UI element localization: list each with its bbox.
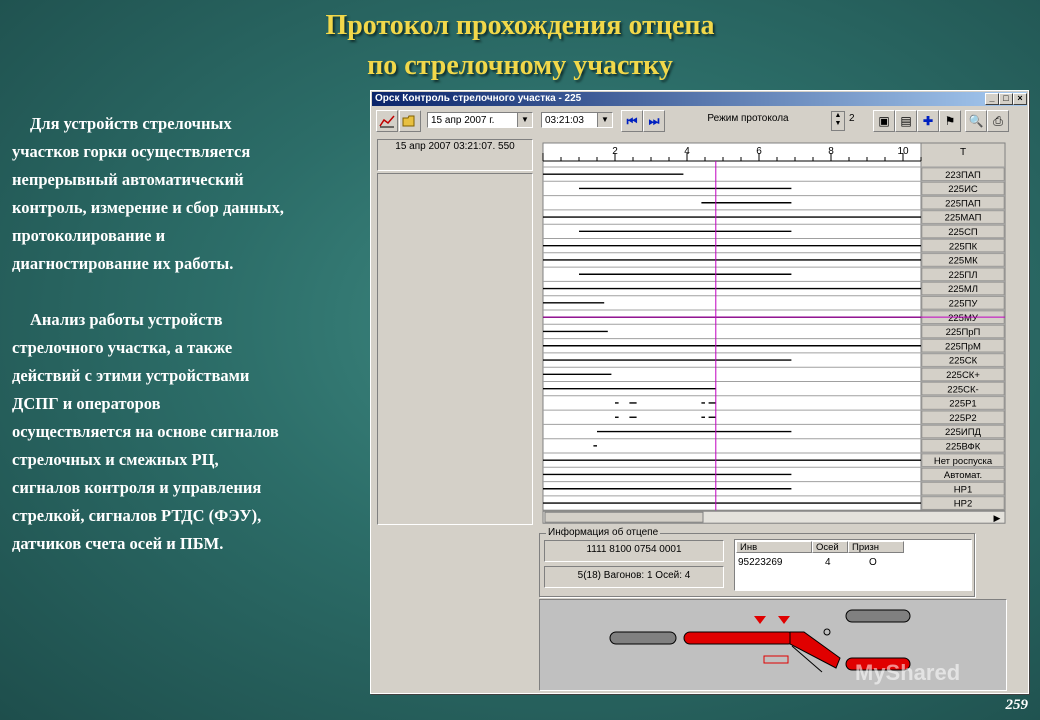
minimize-button[interactable]: _ xyxy=(985,93,999,105)
table-cell-sign: O xyxy=(869,557,877,568)
window-title: Орск Контроль стрелочного участка - 225 xyxy=(375,93,582,104)
print-icon: ⎙ xyxy=(993,114,1003,128)
mode-label: Режим протокола xyxy=(707,113,789,124)
close-button[interactable]: × xyxy=(1013,93,1027,105)
track-section-free xyxy=(610,632,676,644)
paragraph-line: осуществляется на основе сигналов xyxy=(12,422,279,441)
x-tick-label: 6 xyxy=(756,146,762,157)
chevron-down-icon: ▼ xyxy=(597,113,612,127)
scrollbar-thumb xyxy=(545,512,703,522)
description-paragraph-1 xyxy=(12,110,362,278)
time-value: 03:21:03 xyxy=(545,115,584,126)
chevron-down-icon: ▼ xyxy=(517,113,532,127)
retarder-marker xyxy=(764,656,788,663)
column-header-axles[interactable]: Осей xyxy=(812,541,848,553)
find-icon: ⚑ xyxy=(944,114,956,128)
row-label: 225СК xyxy=(948,355,978,367)
axle-table xyxy=(734,539,972,591)
signal-triangle-icon xyxy=(778,616,790,624)
row-label: 225ПЛ xyxy=(948,269,978,281)
save-icon: ▣ xyxy=(878,114,890,128)
row-label: 225Р2 xyxy=(949,412,977,424)
row-label: 225ИС xyxy=(948,184,978,196)
row-label: НР1 xyxy=(953,484,973,496)
paragraph-line: участков горки осуществляется xyxy=(12,142,251,161)
row-label: 225ПУ xyxy=(948,298,978,310)
row-label: 225СК+ xyxy=(946,370,980,381)
row-label: НР2 xyxy=(953,498,973,510)
cut-code-value: 1111 8100 0754 0001 xyxy=(586,544,682,555)
x-tick-label: 2 xyxy=(612,146,618,157)
x-tick-label: 4 xyxy=(684,146,690,157)
date-value: 15 апр 2007 г. xyxy=(431,115,495,126)
track-section-occupied xyxy=(684,632,794,644)
scroll-right-icon: ▶ xyxy=(993,513,1001,524)
paragraph-line: Для устройств стрелочных xyxy=(30,114,232,133)
maximize-button[interactable]: □ xyxy=(999,93,1013,105)
paragraph-line: стрелочного участка, а также xyxy=(12,338,233,357)
paragraph-line: ДСПГ и операторов xyxy=(12,394,161,413)
paragraph-line: стрелочных и смежных РЦ, xyxy=(12,450,219,469)
paragraph-line: протоколирование и xyxy=(12,226,166,245)
paragraph-line: сигналов контроля и управления xyxy=(12,478,262,497)
skip-forward-icon: ⏭ xyxy=(648,114,660,128)
row-label: Автомат. xyxy=(943,470,983,482)
page-number: 259 xyxy=(1005,697,1028,713)
cut-summary-value: 5(18) Вагонов: 1 Осей: 4 xyxy=(577,570,691,581)
spinner-value: 2 xyxy=(849,113,855,124)
description-paragraph-2 xyxy=(12,306,362,558)
x-tick-label: 8 xyxy=(828,146,834,157)
mode-spinner[interactable]: ▲ ▼ xyxy=(831,111,845,131)
crosshair-icon: ✚ xyxy=(922,114,934,128)
paragraph-line: непрерывный автоматический xyxy=(12,170,244,189)
info-group-label: Информация об отцепе xyxy=(548,527,659,538)
cut-code-field xyxy=(544,540,724,562)
table-cell-inv: 95223269 xyxy=(738,557,783,568)
axis-label: T xyxy=(959,147,967,158)
row-label: 225МУ xyxy=(948,312,978,324)
row-label: 225ВФК xyxy=(945,441,981,453)
slide-title-line-2: по стрелочному участку xyxy=(367,50,673,81)
paragraph-line: Анализ работы устройств xyxy=(30,310,223,329)
row-label: 223ПАП xyxy=(945,169,981,181)
column-header-inv[interactable]: Инв xyxy=(736,541,812,553)
watermark: MyShared xyxy=(855,660,961,685)
x-tick-label: 10 xyxy=(897,146,909,157)
track-section-free xyxy=(846,610,910,622)
paragraph-line: датчиков счета осей и ПБМ. xyxy=(12,534,224,553)
cut-summary-field xyxy=(544,566,724,588)
row-label: 225ПК xyxy=(948,241,978,253)
paragraph-line: диагностирование их работы. xyxy=(12,254,234,273)
skip-back-icon: ⏮ xyxy=(626,114,638,128)
row-label: 225ПАП xyxy=(945,198,981,210)
row-label: 225СК- xyxy=(947,384,979,396)
timestamp-value: 15 апр 2007 03:21:07. 550 xyxy=(395,141,515,152)
signal-triangle-icon xyxy=(754,616,766,624)
paragraph-line: действий с этими устройствами xyxy=(12,366,250,385)
column-header-sign[interactable]: Призн xyxy=(848,541,904,553)
switch-branch-occupied xyxy=(790,632,840,668)
row-label: 225МАП xyxy=(944,212,982,224)
row-label: Нет роспуска xyxy=(933,455,993,467)
paragraph-line: стрелкой, сигналов РТДС (ФЭУ), xyxy=(12,506,262,525)
row-label: 225ПрП xyxy=(945,327,981,339)
row-label: 225МК xyxy=(948,255,978,267)
row-label: 225ПрМ xyxy=(945,341,981,353)
row-label: 225ИПД xyxy=(945,427,981,439)
paragraph-line: контроль, измерение и сбор данных, xyxy=(12,198,284,217)
row-label: 225Р1 xyxy=(949,398,977,410)
chart-plot-area xyxy=(543,143,921,510)
slide-title-line-1: Протокол прохождения отцепа xyxy=(325,10,715,41)
row-label: 225МЛ xyxy=(948,284,978,296)
zoom-icon: 🔍 xyxy=(968,114,984,128)
detector-circle-icon xyxy=(824,629,830,635)
row-label: 225СП xyxy=(948,227,978,238)
app-window xyxy=(370,90,1029,694)
table-cell-axles: 4 xyxy=(825,557,831,568)
print-preview-icon: ▤ xyxy=(900,114,912,128)
timeline-chart xyxy=(371,91,1028,531)
